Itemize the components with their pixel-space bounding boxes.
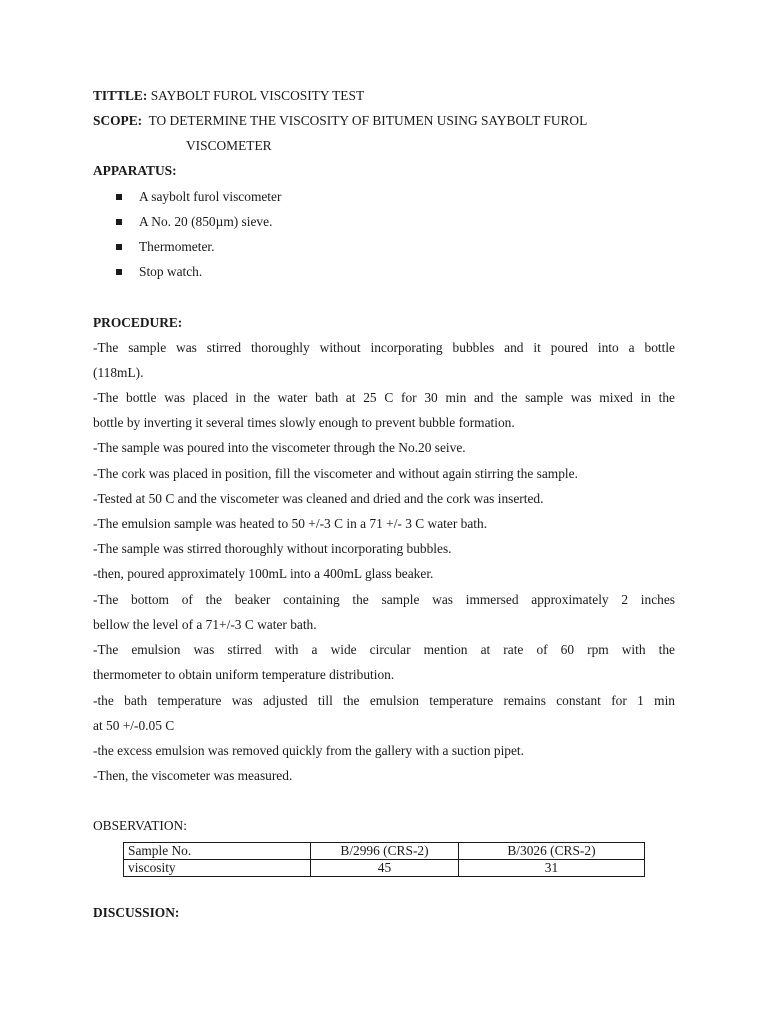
table-header-row <box>124 843 645 860</box>
bullet-marker <box>116 269 122 275</box>
bullet-marker <box>116 194 122 200</box>
procedure-line: -Then, the viscometer was measured. <box>93 768 293 783</box>
title-value: SAYBOLT FUROL VISCOSITY TEST <box>150 88 365 103</box>
procedure-line: -The bottom of the beaker containing the sample was immersed approximately 2 inches <box>93 592 675 607</box>
table-cell: 31 <box>458 860 644 877</box>
table-cell: 45 <box>311 860 459 877</box>
procedure-line: at 50 +/-0.05 C <box>93 718 175 733</box>
apparatus-item: A No. 20 (850µm) sieve. <box>139 214 273 229</box>
scope-value: TO DETERMINE THE VISCOSITY OF BITUMEN USING SAYBOLT FUROL <box>148 113 588 128</box>
title-label: TITTLE: <box>93 88 148 103</box>
procedure-line: -The sample was poured into the viscometer through the No.20 seive. <box>93 440 466 455</box>
observation-table <box>123 842 645 877</box>
apparatus-item: Stop watch. <box>139 264 203 279</box>
bullet-marker <box>116 244 122 250</box>
procedure-line: -Tested at 50 C and the viscometer was cleaned and dried and the cork was inserted. <box>93 491 544 506</box>
table-cell: viscosity <box>124 860 311 877</box>
bullet-marker <box>116 219 122 225</box>
discussion-heading: DISCUSSION: <box>93 905 180 920</box>
procedure-heading: PROCEDURE: <box>93 315 183 330</box>
scope-label: SCOPE: <box>93 113 143 128</box>
apparatus-item: A saybolt furol viscometer <box>139 189 282 204</box>
observation-heading: OBSERVATION: <box>93 818 187 833</box>
procedure-line: -The sample was stirred thoroughly without incorporating bubbles. <box>93 541 452 556</box>
table-header-cell: Sample No. <box>124 843 311 860</box>
table-header-cell: B/2996 (CRS-2) <box>311 843 459 860</box>
scope-line <box>93 113 587 129</box>
apparatus-heading: APPARATUS: <box>93 163 177 178</box>
procedure-line: -The sample was stirred thoroughly without incorporating bubbles and it poured into a bottle <box>93 340 675 355</box>
procedure-line: bottle by inverting it several times slowly enough to prevent bubble formation. <box>93 415 515 430</box>
apparatus-item: Thermometer. <box>139 239 215 254</box>
table-header-cell: B/3026 (CRS-2) <box>458 843 644 860</box>
procedure-line: -the excess emulsion was removed quickly from the gallery with a suction pipet. <box>93 743 524 758</box>
scope-value-continued: VISCOMETER <box>186 138 272 153</box>
table-row <box>124 860 645 877</box>
title-line <box>93 88 364 104</box>
procedure-line: -then, poured approximately 100mL into a 400mL glass beaker. <box>93 566 434 581</box>
procedure-line: thermometer to obtain uniform temperature distribution. <box>93 667 395 682</box>
procedure-line: -The cork was placed in position, fill the viscometer and without again stirring the sample. <box>93 466 578 481</box>
procedure-line: -the bath temperature was adjusted till the emulsion temperature remains constant for 1 min <box>93 693 675 708</box>
procedure-line: (118mL). <box>93 365 144 380</box>
procedure-line: -The bottle was placed in the water bath at 25 C for 30 min and the sample was mixed in the <box>93 390 675 405</box>
procedure-line: -The emulsion was stirred with a wide circular mention at rate of 60 rpm with the <box>93 642 675 657</box>
procedure-line: bellow the level of a 71+/-3 C water bath. <box>93 617 317 632</box>
procedure-line: -The emulsion sample was heated to 50 +/-3 C in a 71 +/- 3 C water bath. <box>93 516 488 531</box>
